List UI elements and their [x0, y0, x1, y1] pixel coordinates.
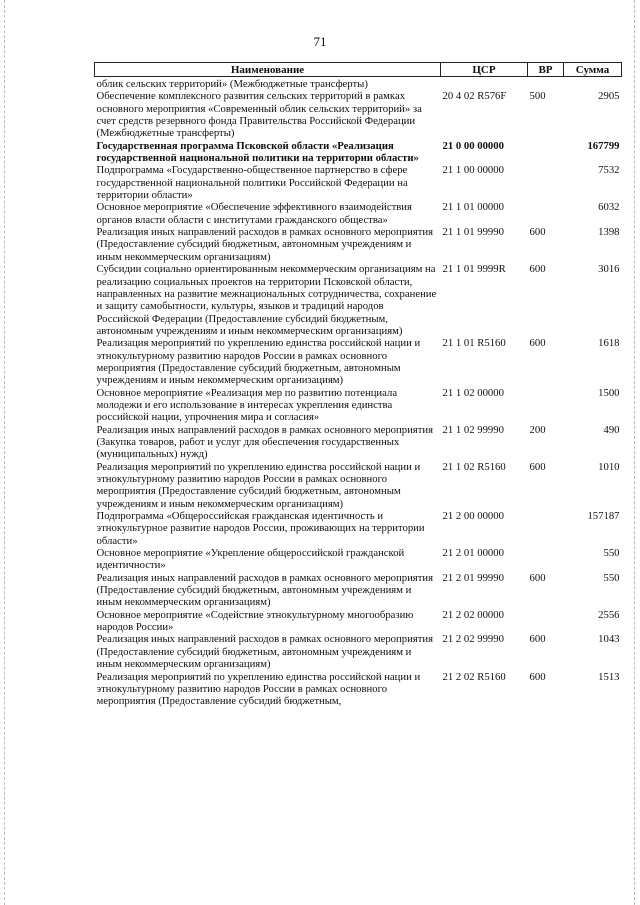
cell-name: Основное мероприятие «Укрепление общероссийской гражданской идентичности»: [96, 547, 405, 572]
table-row: [95, 633, 622, 670]
budget-table: [94, 62, 622, 708]
cell-vr: [528, 387, 564, 424]
cell-vr: 200: [529, 423, 546, 436]
cell-name: Реализация иных направлений расходов в рамках основного мероприятия (Предоставление субсидий бюджетным, автономным учреждениям и иным некоммерческим организациям): [96, 571, 434, 609]
cell-sum: 550: [603, 547, 620, 560]
table-row: [95, 424, 622, 461]
table-row: [95, 263, 622, 337]
cell-csr: 21 1 02 00000: [442, 386, 504, 399]
cell-name: Обеспечение комплексного развития сельских территорий в рамках основного мероприятия «Современный облик сельских территорий» за счет средств резервного фонда Правительства Российской Федерации (Межбюджетные трансферты): [96, 90, 422, 140]
cell-name: Субсидии социально ориентированным некоммерческим организациям на реализацию социальных проектов на территории Псковской области, направленных на развитие межнациональных сотрудничества, сохранение и защиту самобытности, культуры, языков и традиций народов Российской Федерации (Предоставление субсидий бюджетным, автономным учреждениям и иным некоммерческим организациям): [96, 263, 437, 337]
cell-sum: 1500: [598, 386, 620, 399]
cell-vr: [528, 547, 564, 572]
table-row: [95, 510, 622, 547]
header-vr: ВР: [528, 63, 564, 77]
cell-vr: 500: [529, 90, 546, 103]
cell-name: Реализация мероприятий по укреплению единства российской нации и этнокультурному развитию народов России в рамках основного мероприятия (Предоставление субсидий бюджетным, автономным учреждениям и иным некоммерческим организациям): [96, 460, 421, 510]
table-row: [95, 387, 622, 424]
header-sum: Сумма: [564, 63, 622, 77]
scan-edge-left: [4, 0, 6, 905]
header-name: Наименование: [95, 63, 441, 77]
cell-sum: 2905: [598, 90, 620, 103]
table-row: [95, 77, 622, 91]
cell-vr: 600: [529, 633, 546, 646]
table-row: [95, 547, 622, 572]
cell-csr: 21 2 01 00000: [442, 547, 504, 560]
cell-csr: 21 2 02 99990: [442, 633, 504, 646]
cell-name: Реализация иных направлений расходов в рамках основного мероприятия (Закупка товаров, работ и услуг для обеспечения государственных (муниципальных) нужд): [96, 423, 434, 461]
cell-csr: 21 1 01 9999R: [442, 263, 506, 276]
cell-name: Государственная программа Псковской области «Реализация государственной национальной политики на территории области»: [96, 139, 419, 165]
cell-vr: [528, 609, 564, 634]
table-row: [95, 572, 622, 609]
table-row: [95, 609, 622, 634]
cell-vr: 600: [529, 460, 546, 473]
cell-csr: [441, 77, 528, 91]
cell-vr: [528, 164, 564, 201]
cell-csr: 21 2 02 00000: [442, 608, 504, 621]
cell-sum: 490: [603, 423, 620, 436]
table-row: [95, 226, 622, 263]
cell-vr: 600: [529, 226, 546, 239]
cell-csr: 21 1 02 R5160: [442, 460, 506, 473]
cell-name: Реализация иных направлений расходов в рамках основного мероприятия (Предоставление субсидий бюджетным, автономным учреждениям и иным некоммерческим организациям): [96, 226, 434, 263]
cell-vr: [528, 77, 564, 91]
cell-sum: 167799: [587, 139, 620, 152]
cell-name: Реализация мероприятий по укреплению единства российской нации и этнокультурному развитию народов России в рамках основного мероприятия (Предоставление субсидий бюджетным, автономным учреждениям и иным некоммерческим организациям): [96, 337, 421, 387]
cell-csr: 21 1 00 00000: [442, 164, 504, 177]
table-row: [95, 90, 622, 139]
cell-name: Реализация мероприятий по укреплению единства российской нации и этнокультурному развитию народов России в рамках основного мероприятия (Предоставление субсидий бюджетным,: [96, 670, 421, 708]
cell-csr: 21 1 01 R5160: [442, 337, 506, 350]
cell-name: Реализация иных направлений расходов в рамках основного мероприятия (Предоставление субсидий бюджетным, автономным учреждениям и иным некоммерческим организациям): [96, 633, 434, 671]
cell-csr: 21 2 00 00000: [442, 510, 504, 523]
cell-csr: 21 1 02 99990: [442, 423, 504, 436]
cell-vr: 600: [529, 670, 546, 683]
cell-name: Подпрограмма «Государственно-общественное партнерство в сфере государственной национальной политики Российской Федерации на территории области»: [96, 164, 408, 202]
table-row: [95, 201, 622, 226]
scan-edge-right: [634, 0, 636, 905]
page-number: 71: [313, 34, 327, 49]
cell-csr: 21 1 01 00000: [442, 201, 504, 214]
cell-vr: [528, 140, 564, 165]
cell-sum: 2556: [598, 608, 620, 621]
cell-name: Основное мероприятие «Содействие этнокультурному многообразию народов России»: [96, 608, 414, 634]
cell-vr: 600: [529, 263, 546, 276]
cell-vr: 600: [529, 571, 546, 584]
cell-sum: 1043: [598, 633, 620, 646]
cell-sum: 550: [603, 571, 620, 584]
cell-sum: 7532: [598, 164, 620, 177]
cell-sum: 1618: [598, 337, 620, 350]
header-csr: ЦСР: [441, 63, 528, 77]
cell-csr: 21 1 01 99990: [442, 226, 504, 239]
cell-sum: 3016: [598, 263, 620, 276]
cell-sum: 1010: [598, 460, 620, 473]
cell-csr: 21 0 00 00000: [442, 139, 504, 152]
table-row: [95, 461, 622, 510]
cell-name: Основное мероприятие «Обеспечение эффективного взаимодействия органов власти области с институтами гражданского общества»: [96, 201, 412, 226]
cell-vr: 600: [529, 337, 546, 350]
cell-sum: 157187: [587, 510, 620, 523]
table-row: [95, 140, 622, 165]
cell-name: Основное мероприятие «Реализация мер по развитию потенциала молодежи и его использование в интересах укрепления единства российской нации, упрочнения мира и согласия»: [96, 386, 398, 424]
cell-csr: 20 4 02 R576F: [442, 90, 507, 103]
cell-csr: 21 2 01 99990: [442, 571, 504, 584]
cell-sum: 1513: [598, 670, 620, 683]
table-body: [95, 77, 622, 708]
table-row: [95, 337, 622, 386]
cell-name: облик сельских территорий» (Межбюджетные трансферты): [96, 78, 368, 90]
table-row: [95, 671, 622, 708]
cell-name: Подпрограмма «Общероссийская гражданская идентичность и этнокультурное развитие народов России, проживающих на территории области»: [96, 510, 425, 547]
cell-csr: 21 2 02 R5160: [442, 670, 506, 683]
table-header-row: [95, 63, 622, 77]
cell-sum: 6032: [598, 201, 620, 214]
cell-vr: [528, 510, 564, 547]
cell-sum: 1398: [598, 226, 620, 239]
table-row: [95, 164, 622, 201]
cell-sum: [564, 77, 622, 91]
cell-vr: [528, 201, 564, 226]
